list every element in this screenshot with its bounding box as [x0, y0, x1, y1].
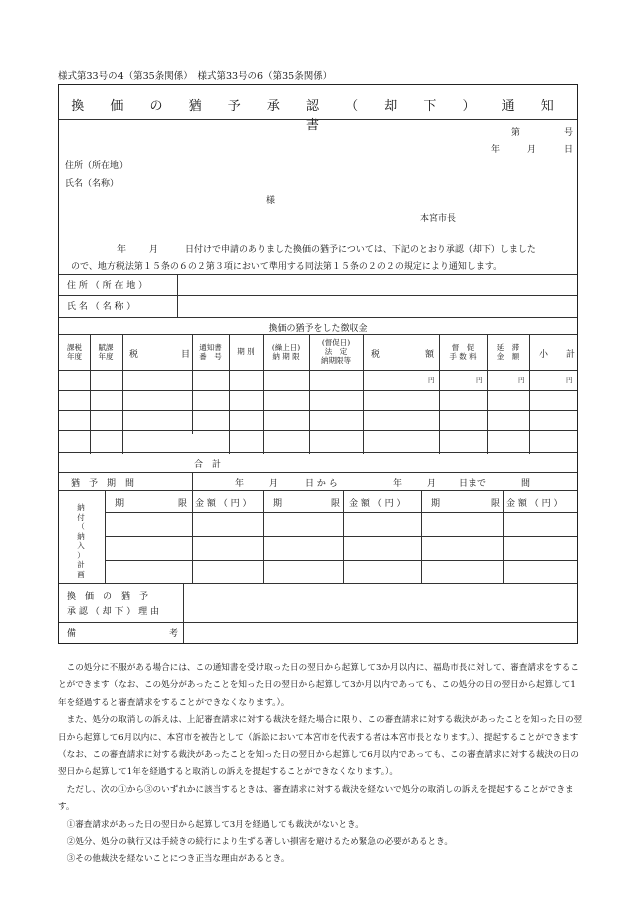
remarks-label: 備	[67, 629, 77, 639]
plan-amount-1: 金 額 （ 円 ）	[195, 499, 252, 509]
period-label: 猶 予 期 間	[71, 479, 135, 489]
plan-period-3b: 限	[491, 499, 501, 509]
date-month: 月	[527, 145, 537, 155]
yen-subtotal: 円	[566, 376, 573, 384]
address-label: 住所（所在地）	[65, 161, 129, 171]
note-item: ③その他裁決を経ないことにつき正当な理由があるとき。	[66, 854, 290, 865]
hdr-delinquency: 延 滞 金 額	[496, 343, 520, 361]
period-year1: 年	[235, 479, 245, 489]
plan-period-1b: 限	[178, 499, 188, 509]
note-paragraph: また、処分の取消しの訴えは、上記審査請求に対する裁決を経た場合に限り、この審査請求に対する裁決があったことを知った日の翌日から起算して6月以内に、本宮市を被告として（訴訟において本宮市を代表する者は本宮市長となります。）、提起することができます（なお、この審査請求に対する裁決があったことを知った日の翌日から起算して6月以内であっても、この審査請求に対する裁決の日の翌日から起算して1年を経過すると取消しの訴えを提起することができなくなります。）。	[58, 715, 583, 778]
form-label: 様式第33号の4（第35条関係） 様式第33号の6（第35条関係）	[58, 71, 333, 82]
name-row-label: 氏 名 （ 名 称 ）	[67, 302, 136, 312]
hdr-tax-item: 税	[129, 350, 139, 360]
issuer: 本宮市長	[420, 214, 457, 224]
period-span: 間	[521, 479, 531, 489]
date-year: 年	[491, 145, 501, 155]
yen-tax: 円	[428, 376, 435, 384]
note-paragraph: この処分に不服がある場合には、この通知書を受け取った日の翌日から起算して3か月以内に、福島市長に対して、審査請求をすることができます（なお、この処分があったことを知った日の翌日から起算して3か月以内であっても、この処分の日の翌日から起算して1年を経過すると審査請求をすることができなくなります。）。	[58, 663, 579, 708]
hdr-assess-year: 賦課 年度	[98, 343, 114, 361]
address-row-label: 住 所 （ 所 在 地 ）	[67, 281, 148, 291]
note-item: ②処分、処分の執行又は手続きの続行により生ずる著しい損害を避けるため緊急の必要があるとき。	[66, 837, 453, 848]
body-year: 年	[117, 245, 127, 255]
period-year2: 年	[393, 479, 403, 489]
hdr-subtotal-b: 計	[566, 350, 576, 360]
plan-amount-2: 金 額 （ 円 ）	[349, 499, 406, 509]
honorific: 様	[266, 196, 276, 206]
hdr-tax-amount: 税	[371, 350, 381, 360]
note-item: ①審査請求があった日の翌日から起算して3月を経過しても裁決がないとき。	[66, 819, 364, 830]
period-until: 日まで	[459, 479, 487, 489]
hdr-tax-amount-b: 額	[425, 350, 435, 360]
name-label: 氏名（名称）	[65, 179, 120, 189]
total-label: 合 計	[194, 460, 222, 470]
body-line1: 日付けで申請のありました換価の猶予については、下記のとおり承認（却下）しました	[185, 245, 536, 255]
plan-period-2: 期	[273, 499, 283, 509]
body-line2: ので、地方税法第１５条の６の２第３項において準用する同法第１５条の２の２の規定により通知します。	[71, 262, 503, 272]
period-from: 日 か ら	[305, 479, 338, 489]
hdr-notice-no: 通知書 番 号	[199, 343, 222, 361]
reason-label-1: 換 価 の 猶 予	[67, 592, 149, 602]
reason-label-2: 承 認 （ 却 下 ） 理 由	[67, 607, 160, 617]
remarks-label-b: 考	[169, 629, 179, 639]
period-month2: 月	[427, 479, 437, 489]
hdr-tax-year: 課税 年度	[67, 343, 82, 361]
hdr-subtotal: 小	[539, 350, 549, 360]
hdr-period: 期 別	[237, 347, 255, 356]
note-paragraph: ただし、次の①から③のいずれかに該当するときは、審査請求に対する裁決を経ないで処分の取消しの訴えを提起することができます。	[58, 784, 574, 813]
hdr-dunning-fee: 督 促 手 数 料	[449, 343, 477, 361]
plan-period-3: 期	[431, 499, 441, 509]
number-label: 第	[511, 128, 521, 138]
body-month: 月	[149, 245, 159, 255]
title-divider	[59, 119, 577, 120]
date-day: 日	[564, 145, 574, 155]
plan-side-label: 納 付 （ 納 入 ） 計 画	[77, 503, 85, 579]
form-title: 換 価 の 猶 予 承 認 （ 却 下 ） 通 知 書	[71, 99, 565, 133]
yen-delinquency: 円	[518, 376, 525, 384]
period-month1: 月	[269, 479, 279, 489]
levy-header: 換価の猶予をした徴収金	[268, 324, 368, 334]
plan-period-1: 期	[115, 499, 125, 509]
number-suffix: 号	[564, 128, 574, 138]
notice-form	[58, 84, 578, 644]
hdr-tax-item-b: 目	[181, 350, 191, 360]
appeal-notes	[58, 660, 583, 869]
hdr-due-date: (繰上日) 納 期 限	[271, 343, 301, 361]
hdr-legal-due: (督促日) 法 定 納期限等	[321, 338, 351, 365]
plan-period-2b: 限	[331, 499, 341, 509]
yen-fee: 円	[476, 376, 483, 384]
plan-amount-3: 金 額 （ 円 ）	[506, 499, 563, 509]
